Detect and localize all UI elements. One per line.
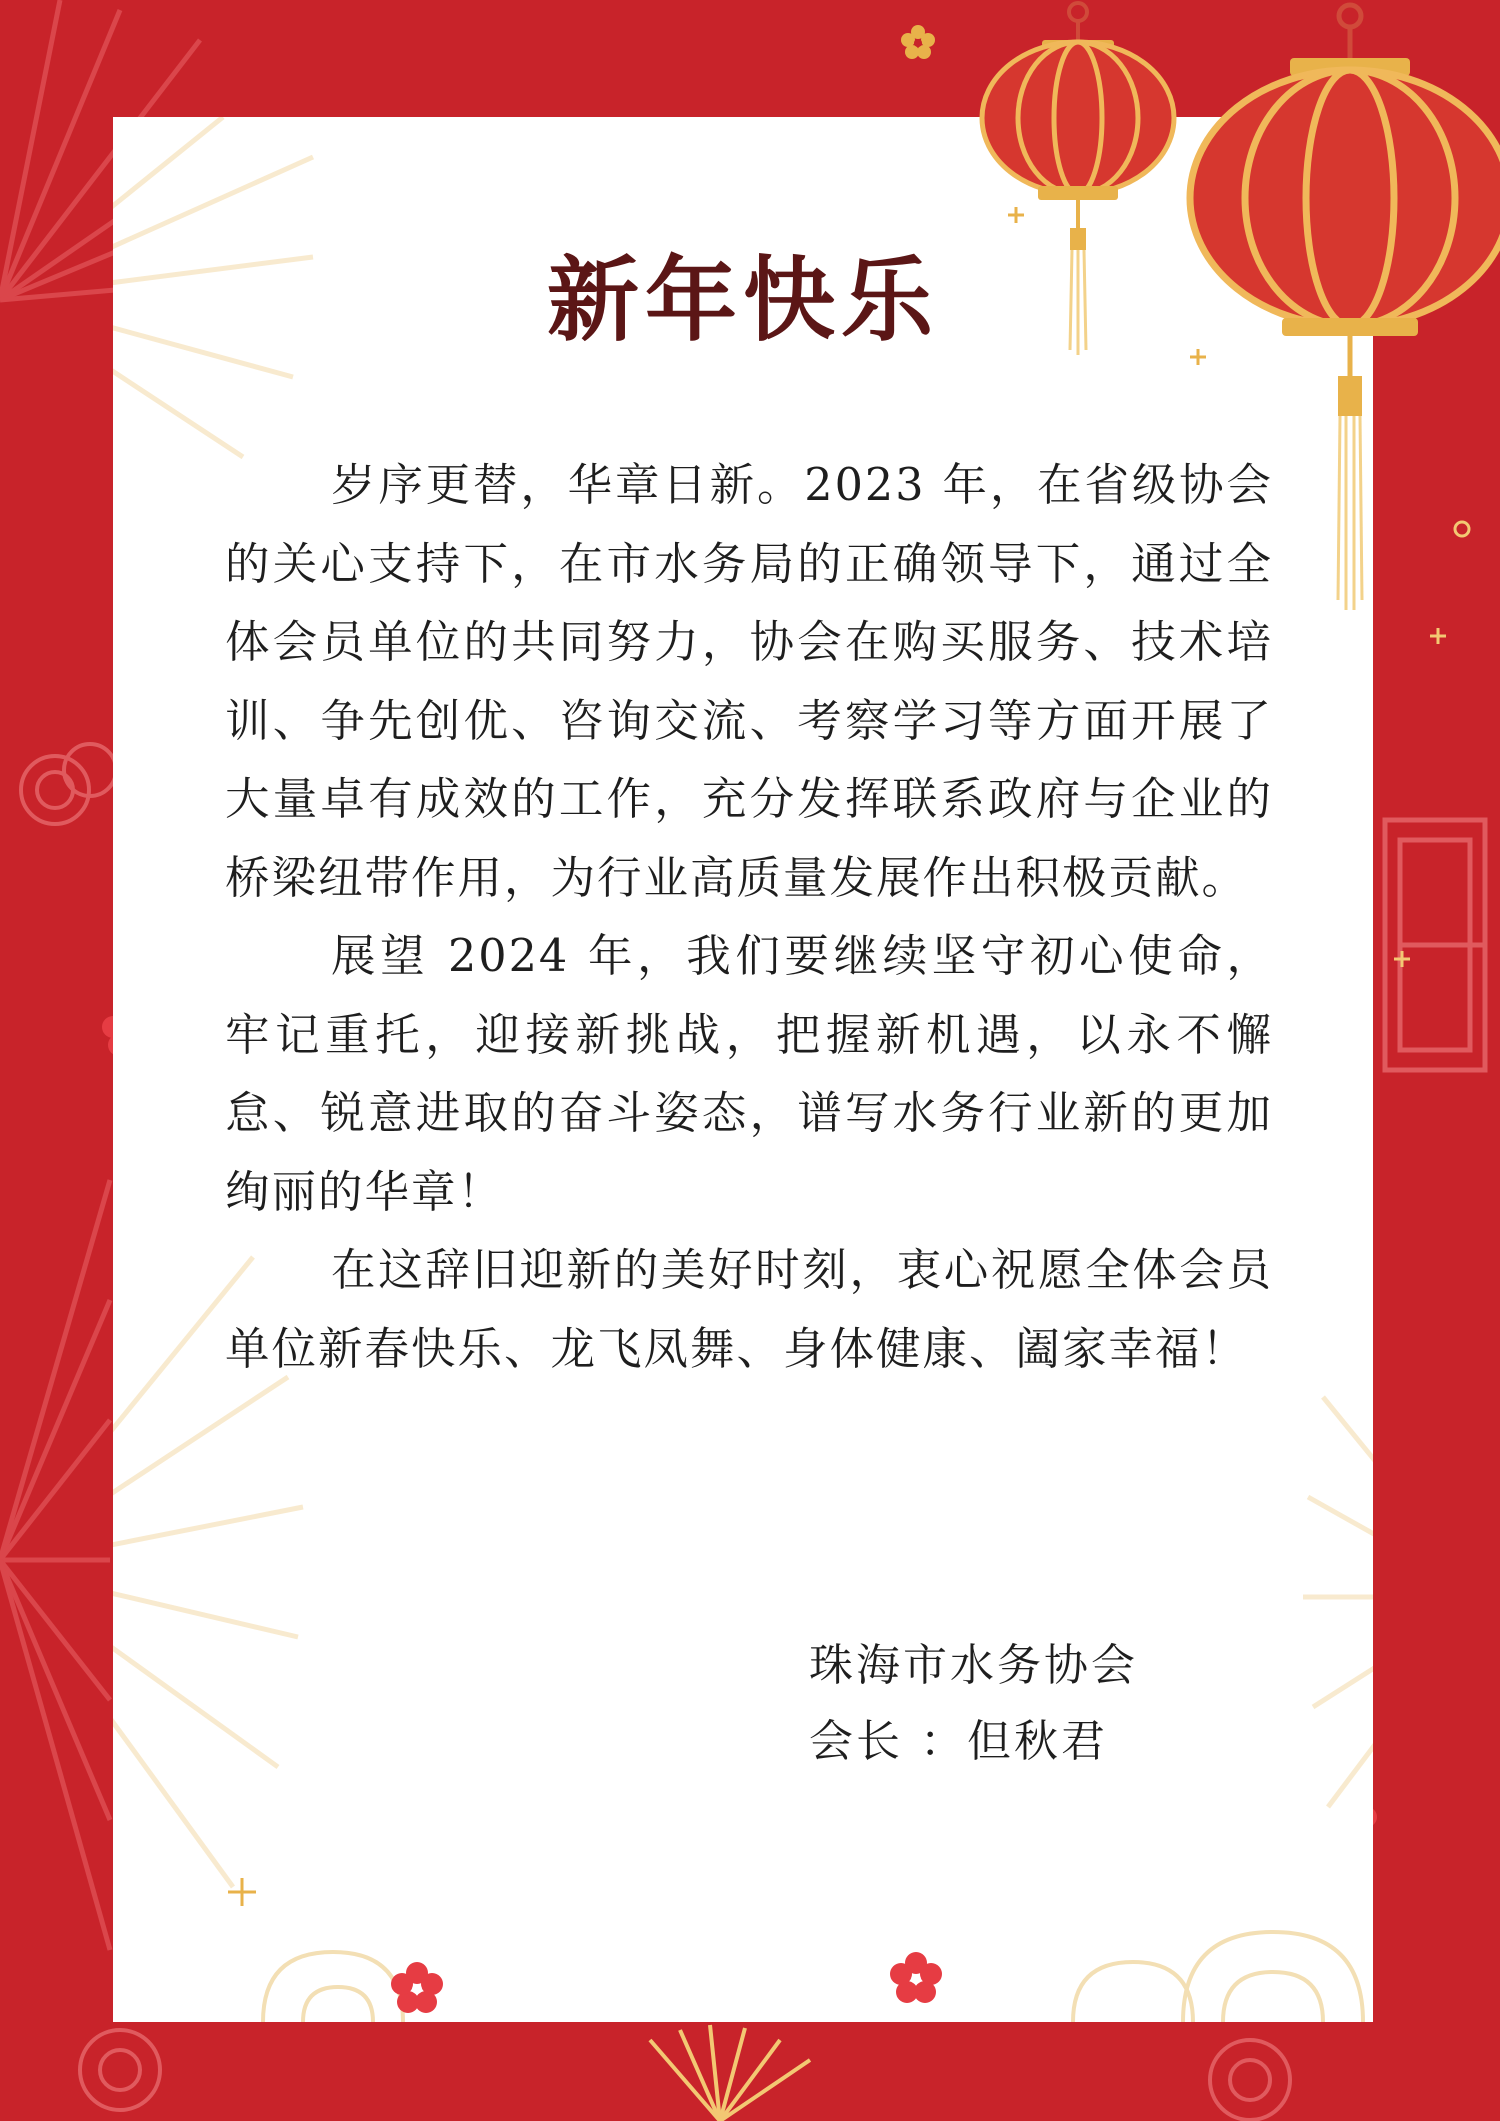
paragraph-3: 在这辞旧迎新的美好时刻，衷心祝愿全体会员单位新春快乐、龙飞凤舞、身体健康、阖家幸福！ [225,1245,1273,1375]
paragraph-2: 展望 2024 年，我们要继续坚守初心使命，牢记重托，迎接新挑战，把握新机遇，以永不懈怠、锐意进取的奋斗姿态，谱写水务行业新的更加绚丽的华章！ [225,931,1273,1218]
sunburst-paper-right [1303,1397,1373,1807]
letter-paper [113,117,1373,2022]
flower-icon [391,1962,443,2013]
flower-icon [890,1952,942,2003]
cloud-pattern-left [21,744,116,824]
paragraph-1: 岁序更替，华章日新。2023 年，在省级协会的关心支持下，在市水务局的正确领导下，通过全体会员单位的共同努力，协会在购买服务、技术培训、争先创优、咨询交流、考察学习等方面开展了大量卓有成效的工作，充分发挥联系政府与企业的桥梁纽带作用，为行业高质量发展作出积极贡献。 [225,460,1273,904]
sunburst-bottom-center [650,2025,810,2121]
flower-icon [901,25,935,59]
sunburst-bottom-left [0,1180,110,1950]
signature-organization: 珠海市水务协会 [809,1640,1138,1691]
signature-block [809,1628,1138,1780]
sparkle-icon [1455,522,1469,536]
letter-body [225,447,1273,1389]
letter-title: 新年快乐 [546,246,939,354]
signature-president: 会长 ：但秋君 [809,1716,1108,1767]
geometric-pattern-right [1385,820,1485,1070]
